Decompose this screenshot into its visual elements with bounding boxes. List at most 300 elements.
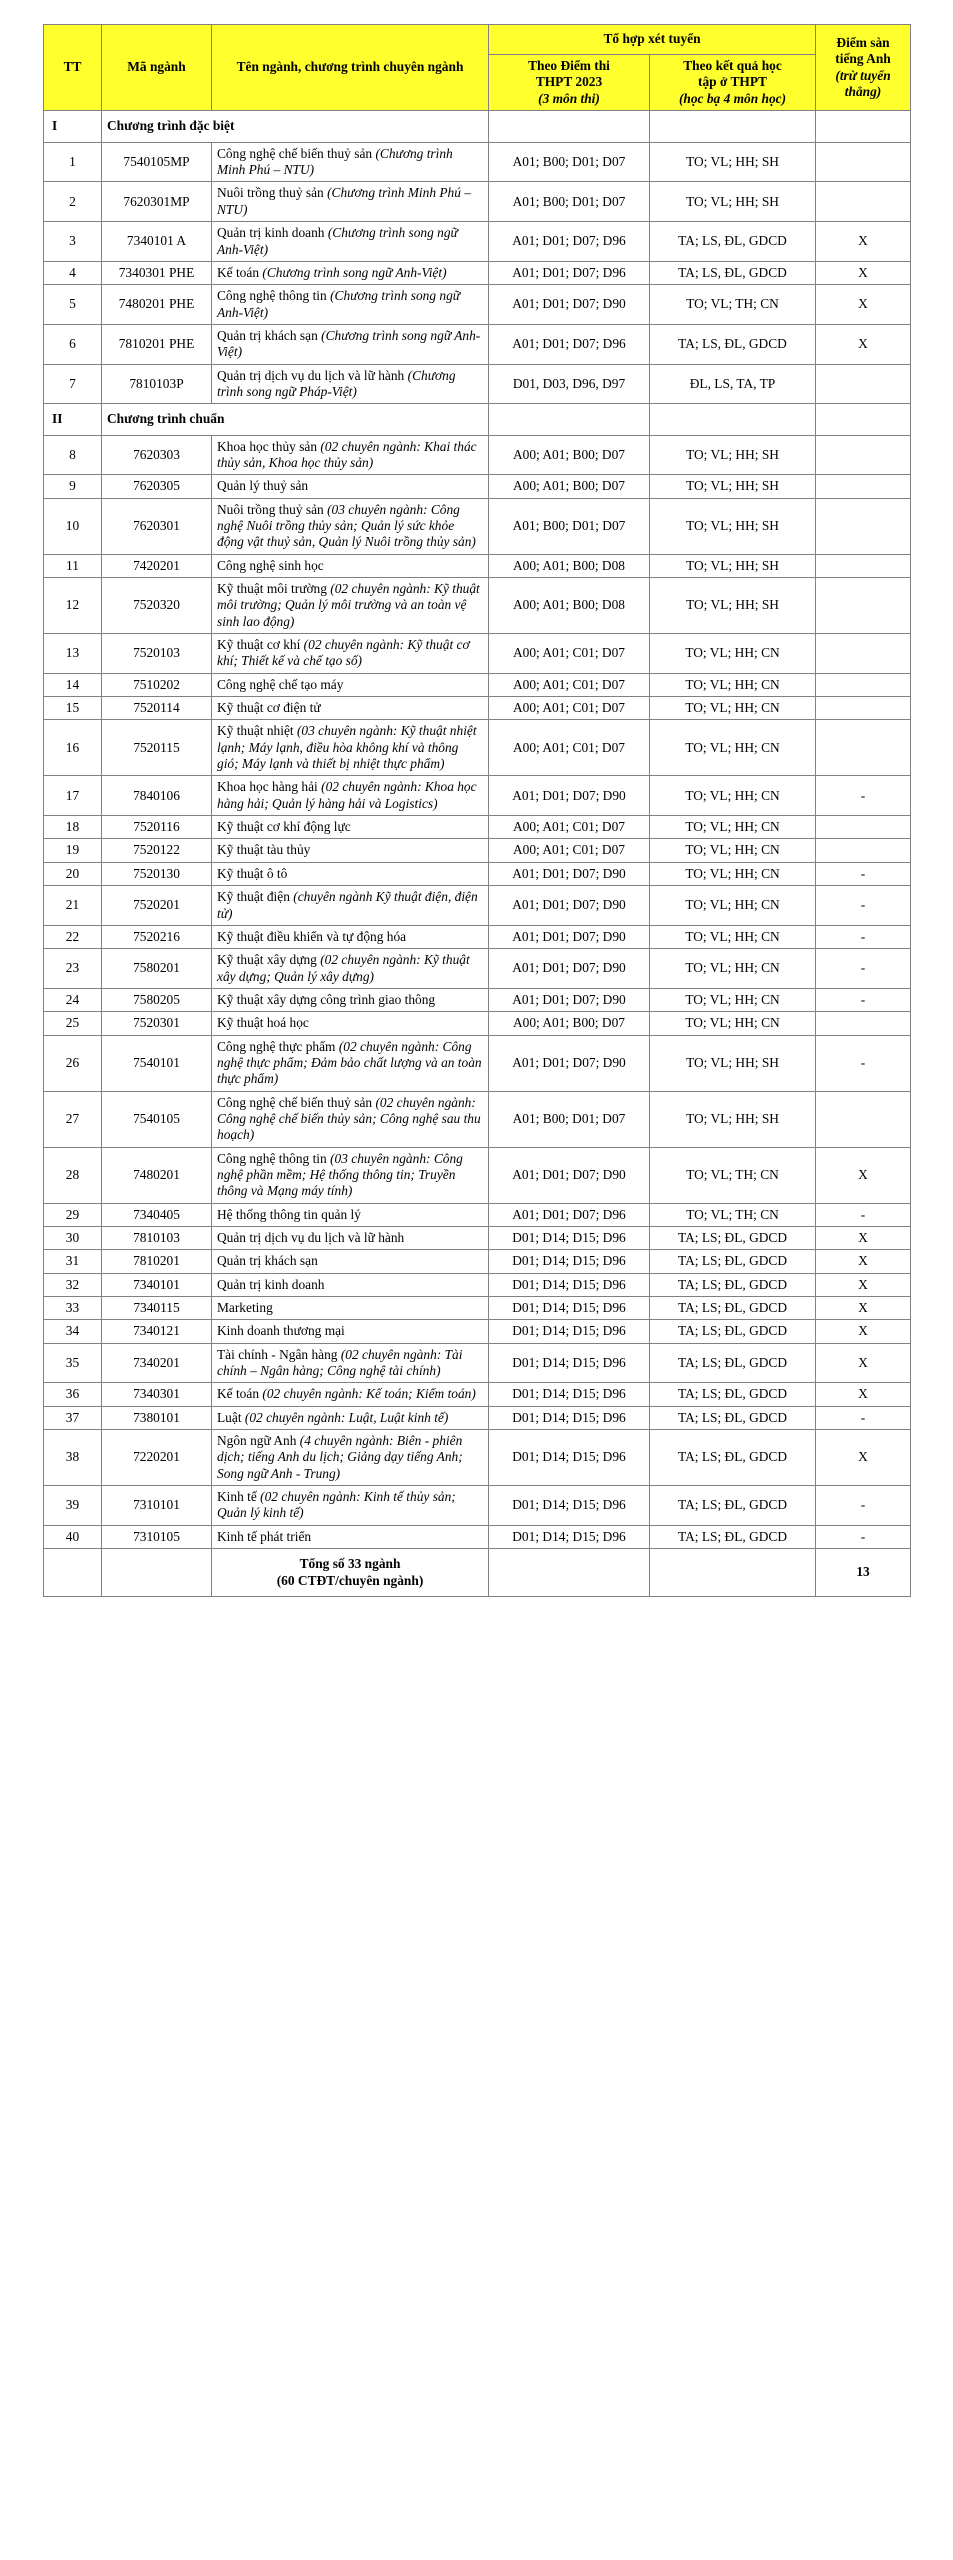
cell-to-hop-hoc-ba: TO; VL; HH; CN xyxy=(650,988,816,1011)
nganh-specialization: (4 chuyên ngành: Biên - phiên dịch; tiếng Anh du lịch; Giảng dạy tiếng Anh; Song ngữ Anh - Trung) xyxy=(217,1433,463,1481)
cell-ten-nganh xyxy=(212,498,489,554)
cell-to-hop-diem-thi: A01; D01; D07; D90 xyxy=(489,285,650,325)
nganh-specialization: (03 chuyên ngành: Công nghệ phần mềm; Hệ thống thông tin; Truyền thông và Mạng máy tính) xyxy=(217,1150,463,1199)
cell-diem-san-tieng-anh: - xyxy=(816,776,911,816)
cell-to-hop-diem-thi: A00; A01; C01; D07 xyxy=(489,816,650,839)
total-exam-empty xyxy=(489,1549,650,1597)
cell-to-hop-hoc-ba: TO; VL; HH; CN xyxy=(650,634,816,674)
cell-to-hop-hoc-ba: TO; VL; HH; CN xyxy=(650,949,816,989)
table-row xyxy=(44,1012,911,1035)
total-tt-empty xyxy=(44,1549,102,1597)
cell-tt: 5 xyxy=(44,285,102,325)
table-row xyxy=(44,1227,911,1250)
col-header-ten-nganh: Tên ngành, chương trình chuyên ngành xyxy=(212,25,489,111)
nganh-specialization: (02 chuyên ngành: Công nghệ chế biến thủy sản; Công nghệ sau thu hoạch) xyxy=(217,1094,481,1143)
cell-diem-san-tieng-anh xyxy=(816,142,911,182)
nganh-name: Kỹ thuật xây dựng công trình giao thông xyxy=(217,991,436,1007)
cell-ma-nganh: 7520216 xyxy=(102,925,212,948)
cell-ma-nganh: 7520301 xyxy=(102,1012,212,1035)
cell-tt: 8 xyxy=(44,435,102,475)
cell-ten-nganh xyxy=(212,862,489,885)
cell-diem-san-tieng-anh: X xyxy=(816,1297,911,1320)
cell-tt: 20 xyxy=(44,862,102,885)
table-row xyxy=(44,816,911,839)
cell-ten-nganh xyxy=(212,1343,489,1383)
section-exam-empty xyxy=(489,404,650,435)
cell-to-hop-hoc-ba: TA; LS, ĐL, GDCD xyxy=(650,261,816,284)
cell-ma-nganh: 7340301 PHE xyxy=(102,261,212,284)
theo-ket-qua-line-3: (học bạ 4 môn học) xyxy=(678,90,787,106)
cell-ma-nganh: 7520122 xyxy=(102,839,212,862)
cell-to-hop-hoc-ba: TA; LS; ĐL, GDCD xyxy=(650,1297,816,1320)
cell-tt: 36 xyxy=(44,1383,102,1406)
nganh-name: Kỹ thuật hoá học xyxy=(217,1015,309,1031)
section-header-row xyxy=(44,404,911,435)
cell-to-hop-diem-thi: A00; A01; B00; D08 xyxy=(489,554,650,577)
cell-to-hop-diem-thi: A01; D01; D07; D90 xyxy=(489,776,650,816)
cell-ten-nganh xyxy=(212,1203,489,1226)
nganh-specialization: (chuyên ngành Kỹ thuật điện, điện tử) xyxy=(217,889,478,921)
cell-to-hop-diem-thi: D01; D14; D15; D96 xyxy=(489,1430,650,1486)
cell-to-hop-diem-thi: D01; D14; D15; D96 xyxy=(489,1486,650,1526)
nganh-name: Kế toán xyxy=(217,264,263,280)
table-row xyxy=(44,1203,911,1226)
table-row xyxy=(44,673,911,696)
cell-to-hop-hoc-ba: TA; LS; ĐL, GDCD xyxy=(650,1486,816,1526)
cell-ma-nganh: 7540105MP xyxy=(102,142,212,182)
nganh-name: Nuôi trồng thuỷ sản xyxy=(217,185,328,201)
cell-tt: 26 xyxy=(44,1035,102,1091)
section-eng-empty xyxy=(816,404,911,435)
nganh-specialization: (02 chuyên ngành: Kế toán; Kiểm toán) xyxy=(262,1386,476,1402)
theo-ket-qua-line-1: Theo kết quả học xyxy=(683,57,782,73)
cell-diem-san-tieng-anh: X xyxy=(816,1320,911,1343)
cell-to-hop-hoc-ba: TO; VL; HH; CN xyxy=(650,776,816,816)
theo-ket-qua-line-2: tập ở THPT xyxy=(698,74,767,90)
table-body xyxy=(44,111,911,1596)
cell-to-hop-diem-thi: D01; D14; D15; D96 xyxy=(489,1406,650,1429)
theo-diem-thi-line-3: (3 môn thi) xyxy=(538,90,600,106)
nganh-specialization: (02 chuyên ngành: Kỹ thuật môi trường; Quản lý môi trường và an toàn vệ sinh lao động) xyxy=(217,581,480,629)
cell-diem-san-tieng-anh xyxy=(816,816,911,839)
cell-ten-nganh xyxy=(212,988,489,1011)
cell-to-hop-diem-thi: A01; D01; D07; D90 xyxy=(489,1035,650,1091)
cell-diem-san-tieng-anh: X xyxy=(816,261,911,284)
cell-diem-san-tieng-anh: - xyxy=(816,949,911,989)
nganh-name: Nuôi trồng thuỷ sản xyxy=(217,501,328,517)
cell-diem-san-tieng-anh: - xyxy=(816,988,911,1011)
nganh-specialization: (Chương trình song ngữ Anh-Việt) xyxy=(217,288,461,320)
cell-diem-san-tieng-anh xyxy=(816,364,911,404)
cell-to-hop-diem-thi: D01; D14; D15; D96 xyxy=(489,1383,650,1406)
cell-ma-nganh: 7580201 xyxy=(102,949,212,989)
total-label-line-2: (60 CTĐT/chuyên ngành) xyxy=(276,1572,424,1588)
nganh-name: Kỹ thuật điện xyxy=(217,889,294,905)
cell-diem-san-tieng-anh: - xyxy=(816,1525,911,1548)
total-english-count: 13 xyxy=(816,1549,911,1597)
nganh-specialization: (Chương trình song ngữ Anh-Việt) xyxy=(217,225,458,257)
cell-to-hop-hoc-ba: TO; VL; HH; CN xyxy=(650,816,816,839)
cell-tt: 18 xyxy=(44,816,102,839)
cell-to-hop-hoc-ba: TA; LS, ĐL, GDCD xyxy=(650,222,816,262)
diem-san-line-3: (trừ tuyển xyxy=(835,67,891,83)
total-row xyxy=(44,1549,911,1597)
cell-ma-nganh: 7520103 xyxy=(102,634,212,674)
cell-ma-nganh: 7520115 xyxy=(102,720,212,776)
cell-to-hop-hoc-ba: TO; VL; TH; CN xyxy=(650,285,816,325)
cell-to-hop-diem-thi: D01; D14; D15; D96 xyxy=(489,1525,650,1548)
cell-to-hop-hoc-ba: TA; LS; ĐL, GDCD xyxy=(650,1273,816,1296)
cell-diem-san-tieng-anh xyxy=(816,578,911,634)
table-row xyxy=(44,435,911,475)
cell-tt: 29 xyxy=(44,1203,102,1226)
nganh-name: Kinh tế xyxy=(217,1489,261,1505)
table-row xyxy=(44,1383,911,1406)
table-row xyxy=(44,1250,911,1273)
cell-diem-san-tieng-anh: - xyxy=(816,1486,911,1526)
total-school-empty xyxy=(650,1549,816,1597)
col-header-theo-diem-thi xyxy=(489,54,650,111)
section-exam-empty xyxy=(489,111,650,142)
cell-to-hop-hoc-ba: TO; VL; HH; SH xyxy=(650,142,816,182)
nganh-name: Tài chính - Ngân hàng xyxy=(217,1346,341,1362)
cell-ten-nganh xyxy=(212,475,489,498)
cell-to-hop-hoc-ba: TO; VL; HH; SH xyxy=(650,578,816,634)
cell-ma-nganh: 7520320 xyxy=(102,578,212,634)
nganh-name: Marketing xyxy=(217,1300,273,1316)
cell-ten-nganh xyxy=(212,142,489,182)
nganh-name: Kỹ thuật cơ điện tử xyxy=(217,700,321,716)
cell-tt: 22 xyxy=(44,925,102,948)
nganh-name: Kỹ thuật ô tô xyxy=(217,865,288,881)
cell-diem-san-tieng-anh: X xyxy=(816,1343,911,1383)
cell-ten-nganh xyxy=(212,949,489,989)
cell-ma-nganh: 7520130 xyxy=(102,862,212,885)
col-header-ma-nganh: Mã ngành xyxy=(102,25,212,111)
cell-diem-san-tieng-anh: - xyxy=(816,1203,911,1226)
section-numeral: I xyxy=(44,111,102,142)
cell-ma-nganh: 7520116 xyxy=(102,816,212,839)
nganh-specialization: (02 chuyên ngành: Kỹ thuật xây dựng; Quản lý xây dựng) xyxy=(217,952,470,984)
nganh-specialization: (Chương trình Minh Phú – NTU) xyxy=(217,145,453,178)
cell-ten-nganh xyxy=(212,1430,489,1486)
cell-to-hop-hoc-ba: ĐL, LS, TA, TP xyxy=(650,364,816,404)
cell-to-hop-diem-thi: D01, D03, D96, D97 xyxy=(489,364,650,404)
table-row xyxy=(44,1035,911,1091)
nganh-name: Khoa học thủy sản xyxy=(217,438,321,454)
cell-to-hop-hoc-ba: TO; VL; HH; CN xyxy=(650,720,816,776)
theo-diem-thi-line-2: THPT 2023 xyxy=(535,74,603,90)
cell-ma-nganh: 7520201 xyxy=(102,886,212,926)
cell-to-hop-hoc-ba: TO; VL; HH; SH xyxy=(650,554,816,577)
nganh-name: Quản lý thuỷ sản xyxy=(217,478,309,494)
cell-tt: 35 xyxy=(44,1343,102,1383)
nganh-specialization: (02 chuyên ngành: Kỹ thuật cơ khí; Thiết kế và chế tạo số) xyxy=(217,637,470,669)
cell-to-hop-diem-thi: A00; A01; C01; D07 xyxy=(489,634,650,674)
cell-to-hop-hoc-ba: TO; VL; HH; SH xyxy=(650,1091,816,1147)
cell-ma-nganh: 7340301 xyxy=(102,1383,212,1406)
table-row xyxy=(44,776,911,816)
nganh-name: Kỹ thuật cơ khí xyxy=(217,637,304,653)
cell-to-hop-diem-thi: D01; D14; D15; D96 xyxy=(489,1227,650,1250)
table-row xyxy=(44,475,911,498)
nganh-name: Công nghệ chế biến thuỷ sản xyxy=(217,145,376,161)
table-row xyxy=(44,261,911,284)
cell-diem-san-tieng-anh: X xyxy=(816,324,911,364)
cell-tt: 37 xyxy=(44,1406,102,1429)
cell-to-hop-hoc-ba: TA; LS; ĐL, GDCD xyxy=(650,1250,816,1273)
header-row-1 xyxy=(44,25,911,55)
cell-ma-nganh: 7810201 PHE xyxy=(102,324,212,364)
cell-ma-nganh: 7810103P xyxy=(102,364,212,404)
table-row xyxy=(44,1343,911,1383)
nganh-name: Hệ thống thông tin quản lý xyxy=(217,1206,361,1222)
table-row xyxy=(44,886,911,926)
section-header-row xyxy=(44,111,911,142)
nganh-specialization: (Chương trình song ngữ Anh-Việt) xyxy=(217,327,481,360)
cell-ten-nganh xyxy=(212,1091,489,1147)
cell-ten-nganh xyxy=(212,182,489,222)
cell-to-hop-diem-thi: A01; B00; D01; D07 xyxy=(489,1091,650,1147)
cell-to-hop-hoc-ba: TA; LS; ĐL, GDCD xyxy=(650,1320,816,1343)
total-label-line-1: Tổng số 33 ngành xyxy=(299,1556,401,1572)
table-row xyxy=(44,554,911,577)
cell-ten-nganh xyxy=(212,1297,489,1320)
nganh-name: Kỹ thuật cơ khí động lực xyxy=(217,819,351,835)
nganh-specialization: (02 chuyên ngành: Khai thác thủy sản, Khoa học thủy sản) xyxy=(217,438,477,470)
table-row xyxy=(44,1273,911,1296)
cell-diem-san-tieng-anh: X xyxy=(816,1430,911,1486)
cell-tt: 15 xyxy=(44,697,102,720)
cell-to-hop-hoc-ba: TA; LS; ĐL, GDCD xyxy=(650,1227,816,1250)
cell-diem-san-tieng-anh xyxy=(816,634,911,674)
cell-tt: 24 xyxy=(44,988,102,1011)
nganh-name: Quản trị dịch vụ du lịch và lữ hành xyxy=(217,1230,405,1245)
cell-to-hop-hoc-ba: TO; VL; HH; CN xyxy=(650,862,816,885)
col-header-theo-ket-qua-hoc-tap xyxy=(650,54,816,111)
cell-diem-san-tieng-anh: X xyxy=(816,1147,911,1203)
cell-diem-san-tieng-anh xyxy=(816,435,911,475)
cell-ten-nganh xyxy=(212,554,489,577)
cell-ma-nganh: 7810201 xyxy=(102,1250,212,1273)
table-row xyxy=(44,862,911,885)
cell-diem-san-tieng-anh: X xyxy=(816,1383,911,1406)
cell-to-hop-hoc-ba: TA; LS; ĐL, GDCD xyxy=(650,1430,816,1486)
cell-to-hop-diem-thi: A01; B00; D01; D07 xyxy=(489,142,650,182)
cell-to-hop-diem-thi: A01; D01; D07; D96 xyxy=(489,1203,650,1226)
cell-ma-nganh: 7540101 xyxy=(102,1035,212,1091)
nganh-name: Kinh doanh thương mại xyxy=(217,1323,345,1339)
cell-ten-nganh xyxy=(212,1273,489,1296)
cell-ma-nganh: 7340101 A xyxy=(102,222,212,262)
theo-diem-thi-line-1: Theo Điểm thi xyxy=(528,57,610,73)
cell-diem-san-tieng-anh xyxy=(816,475,911,498)
cell-ma-nganh: 7620305 xyxy=(102,475,212,498)
cell-to-hop-hoc-ba: TO; VL; HH; SH xyxy=(650,182,816,222)
cell-diem-san-tieng-anh: - xyxy=(816,862,911,885)
table-row xyxy=(44,1320,911,1343)
cell-ten-nganh xyxy=(212,816,489,839)
cell-ten-nganh xyxy=(212,697,489,720)
cell-diem-san-tieng-anh: X xyxy=(816,1250,911,1273)
cell-ten-nganh xyxy=(212,1525,489,1548)
cell-diem-san-tieng-anh xyxy=(816,182,911,222)
cell-diem-san-tieng-anh xyxy=(816,673,911,696)
cell-ten-nganh xyxy=(212,1147,489,1203)
cell-diem-san-tieng-anh: - xyxy=(816,1035,911,1091)
cell-ma-nganh: 7310105 xyxy=(102,1525,212,1548)
table-row xyxy=(44,578,911,634)
cell-tt: 7 xyxy=(44,364,102,404)
cell-ma-nganh: 7620303 xyxy=(102,435,212,475)
cell-to-hop-diem-thi: D01; D14; D15; D96 xyxy=(489,1320,650,1343)
table-row xyxy=(44,720,911,776)
table-row xyxy=(44,364,911,404)
col-header-tt: TT xyxy=(44,25,102,111)
cell-to-hop-hoc-ba: TO; VL; HH; SH xyxy=(650,498,816,554)
cell-ten-nganh xyxy=(212,578,489,634)
cell-to-hop-hoc-ba: TO; VL; HH; CN xyxy=(650,886,816,926)
cell-to-hop-hoc-ba: TO; VL; HH; CN xyxy=(650,697,816,720)
total-label xyxy=(212,1549,489,1597)
nganh-name: Kỹ thuật tàu thủy xyxy=(217,842,311,858)
nganh-specialization: (02 chuyên ngành: Kinh tế thủy sản; Quản lý kinh tế) xyxy=(217,1489,456,1521)
cell-ten-nganh xyxy=(212,1486,489,1526)
nganh-name: Luật xyxy=(217,1409,245,1425)
cell-diem-san-tieng-anh: X xyxy=(816,285,911,325)
cell-ma-nganh: 7510202 xyxy=(102,673,212,696)
cell-diem-san-tieng-anh: - xyxy=(816,925,911,948)
cell-ma-nganh: 7580205 xyxy=(102,988,212,1011)
cell-ten-nganh xyxy=(212,364,489,404)
table-row xyxy=(44,925,911,948)
cell-ten-nganh xyxy=(212,261,489,284)
nganh-specialization: (02 chuyên ngành: Tài chính – Ngân hàng; Công nghệ tài chính) xyxy=(217,1346,463,1379)
cell-to-hop-hoc-ba: TA; LS; ĐL, GDCD xyxy=(650,1406,816,1429)
cell-to-hop-hoc-ba: TA; LS, ĐL, GDCD xyxy=(650,324,816,364)
cell-ten-nganh xyxy=(212,324,489,364)
col-header-to-hop-xet-tuyen: Tổ hợp xét tuyển xyxy=(489,25,816,55)
cell-ten-nganh xyxy=(212,673,489,696)
nganh-name: Quản trị kinh doanh xyxy=(217,1276,325,1292)
cell-diem-san-tieng-anh xyxy=(816,839,911,862)
cell-ma-nganh: 7520114 xyxy=(102,697,212,720)
cell-tt: 34 xyxy=(44,1320,102,1343)
cell-ma-nganh: 7420201 xyxy=(102,554,212,577)
cell-diem-san-tieng-anh: - xyxy=(816,886,911,926)
table-row xyxy=(44,285,911,325)
nganh-name: Quản trị khách sạn xyxy=(217,1253,318,1269)
cell-tt: 2 xyxy=(44,182,102,222)
cell-ma-nganh: 7620301MP xyxy=(102,182,212,222)
table-row xyxy=(44,1525,911,1548)
nganh-name: Công nghệ sinh học xyxy=(217,557,324,573)
cell-tt: 39 xyxy=(44,1486,102,1526)
cell-tt: 17 xyxy=(44,776,102,816)
nganh-name: Công nghệ thông tin xyxy=(217,1150,331,1166)
cell-to-hop-diem-thi: A01; D01; D07; D90 xyxy=(489,1147,650,1203)
cell-ma-nganh: 7480201 xyxy=(102,1147,212,1203)
table-row xyxy=(44,1297,911,1320)
cell-ma-nganh: 7340101 xyxy=(102,1273,212,1296)
section-numeral: II xyxy=(44,404,102,435)
nganh-specialization: (03 chuyên ngành: Công nghệ Nuôi trồng thủy sản; Quản lý sức khỏe động vật thuỷ sản, Quản lý Nuôi trồng thủy sản) xyxy=(217,501,476,550)
table-row xyxy=(44,634,911,674)
cell-ma-nganh: 7380101 xyxy=(102,1406,212,1429)
cell-tt: 38 xyxy=(44,1430,102,1486)
section-title: Chương trình chuẩn xyxy=(102,404,489,435)
nganh-name: Kế toán xyxy=(217,1386,263,1402)
nganh-specialization: (03 chuyên ngành: Kỹ thuật nhiệt lạnh; Máy lạnh, điều hòa không khí và thông gió; Máy lạnh và thiết bị nhiệt thực phẩm) xyxy=(217,723,477,772)
cell-ten-nganh xyxy=(212,720,489,776)
cell-tt: 3 xyxy=(44,222,102,262)
cell-to-hop-hoc-ba: TO; VL; TH; CN xyxy=(650,1147,816,1203)
cell-ten-nganh xyxy=(212,925,489,948)
cell-tt: 19 xyxy=(44,839,102,862)
cell-ten-nganh xyxy=(212,1383,489,1406)
cell-to-hop-diem-thi: A01; B00; D01; D07 xyxy=(489,182,650,222)
cell-tt: 12 xyxy=(44,578,102,634)
nganh-specialization: (Chương trình song ngữ Anh-Việt) xyxy=(262,264,447,280)
cell-ten-nganh xyxy=(212,1406,489,1429)
cell-to-hop-diem-thi: A01; D01; D07; D90 xyxy=(489,886,650,926)
cell-to-hop-diem-thi: A00; A01; B00; D07 xyxy=(489,435,650,475)
cell-to-hop-diem-thi: D01; D14; D15; D96 xyxy=(489,1273,650,1296)
table-row xyxy=(44,182,911,222)
cell-to-hop-diem-thi: A01; D01; D07; D96 xyxy=(489,222,650,262)
cell-diem-san-tieng-anh xyxy=(816,554,911,577)
cell-tt: 4 xyxy=(44,261,102,284)
nganh-name: Kỹ thuật xây dựng xyxy=(217,952,321,968)
cell-to-hop-diem-thi: A01; D01; D07; D96 xyxy=(489,261,650,284)
diem-san-line-4: thẳng) xyxy=(844,84,882,100)
table-row xyxy=(44,949,911,989)
diem-san-line-1: Điểm sàn xyxy=(836,34,890,50)
diem-san-line-2: tiếng Anh xyxy=(835,51,891,67)
cell-to-hop-diem-thi: A00; A01; C01; D07 xyxy=(489,673,650,696)
table-row xyxy=(44,1486,911,1526)
cell-tt: 33 xyxy=(44,1297,102,1320)
cell-ma-nganh: 7840106 xyxy=(102,776,212,816)
nganh-name: Ngôn ngữ Anh xyxy=(217,1433,300,1449)
cell-diem-san-tieng-anh xyxy=(816,498,911,554)
cell-to-hop-diem-thi: A01; D01; D07; D90 xyxy=(489,925,650,948)
cell-to-hop-diem-thi: A00; A01; C01; D07 xyxy=(489,720,650,776)
cell-tt: 25 xyxy=(44,1012,102,1035)
cell-to-hop-diem-thi: D01; D14; D15; D96 xyxy=(489,1343,650,1383)
nganh-name: Kinh tế phát triển xyxy=(217,1528,312,1544)
nganh-name: Công nghệ thực phẩm xyxy=(217,1038,339,1054)
cell-tt: 31 xyxy=(44,1250,102,1273)
table-row xyxy=(44,1406,911,1429)
cell-tt: 11 xyxy=(44,554,102,577)
cell-tt: 9 xyxy=(44,475,102,498)
cell-ten-nganh xyxy=(212,222,489,262)
table-row xyxy=(44,324,911,364)
cell-diem-san-tieng-anh xyxy=(816,1012,911,1035)
nganh-name: Công nghệ chế tạo máy xyxy=(217,676,344,692)
cell-ma-nganh: 7340121 xyxy=(102,1320,212,1343)
cell-to-hop-hoc-ba: TO; VL; HH; SH xyxy=(650,1035,816,1091)
cell-ma-nganh: 7340115 xyxy=(102,1297,212,1320)
cell-to-hop-hoc-ba: TO; VL; HH; CN xyxy=(650,839,816,862)
nganh-specialization: (02 chuyên ngành: Công nghệ thực phẩm; Đảm bảo chất lượng và an toàn thực phẩm) xyxy=(217,1038,482,1087)
cell-to-hop-diem-thi: A01; D01; D07; D96 xyxy=(489,324,650,364)
cell-to-hop-hoc-ba: TO; VL; TH; CN xyxy=(650,1203,816,1226)
table-row xyxy=(44,498,911,554)
nganh-name: Kỹ thuật điều khiển và tự động hóa xyxy=(217,928,407,944)
cell-diem-san-tieng-anh xyxy=(816,720,911,776)
